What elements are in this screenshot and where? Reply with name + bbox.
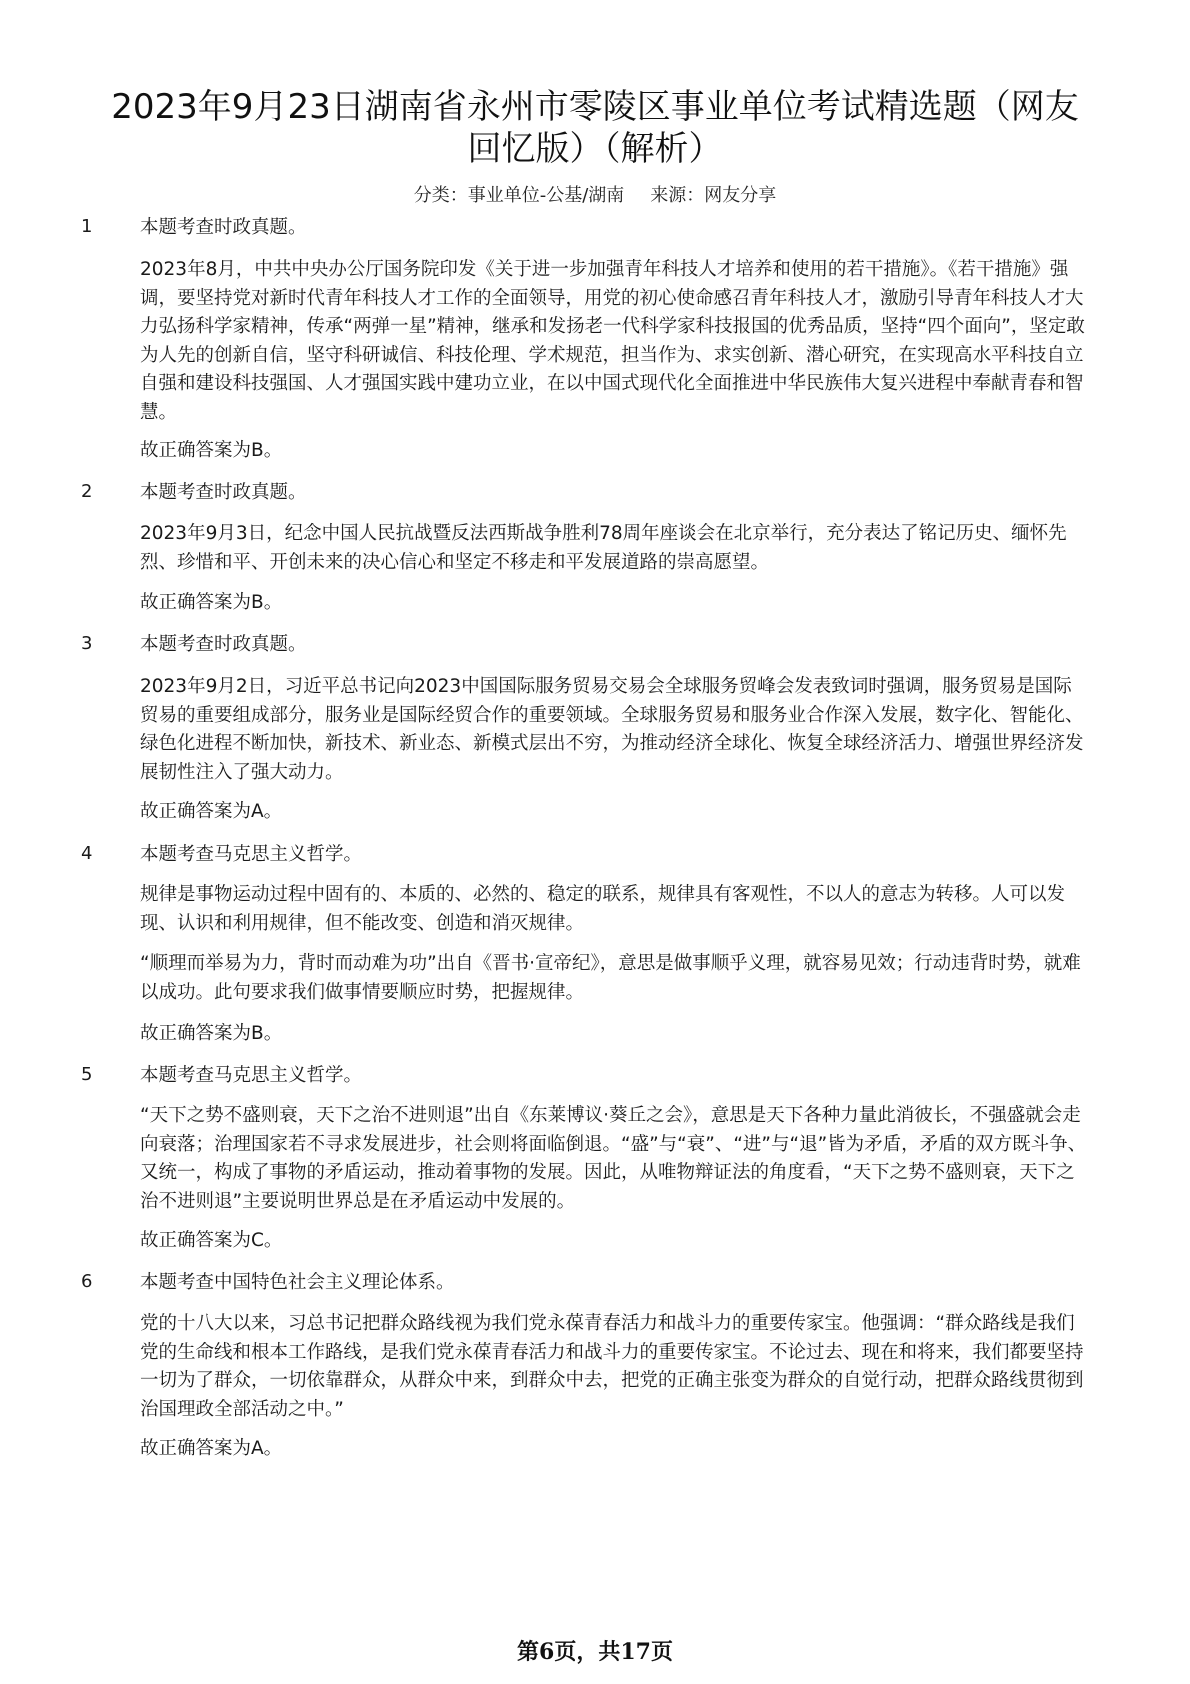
explanation-paragraph: 2023年8月，中共中央办公厅国务院印发《关于进一步加强青年科技人才培养和使用的若干措施》。《若干措施》强调，要坚持党对新时代青年科技人才工作的全面领导，用党的初心使命感召青年科技人才，激励引导青年科技人才大力弘扬科学家精神，传承“两弹一星”精神，继承和发扬老一代科学家科技报国的优秀品质，坚持“四个面向”，坚定敢为人先的创新自信，坚守科研诚信、科技伦理、学术规范，担当作为、求实创新、潜心研究，在实现高水平科技自立自强和建设科技强国、人才强国实践中建功立业，在以中国式现代化全面推进中华民族伟大复兴进程中奉献青春和智慧。 bbox=[140, 259, 1085, 423]
explanation-paragraph: “顺理而举易为力，背时而动难为功”出自《晋书·宣帝纪》，意思是做事顺乎义理，就容易见效；行动违背时势，就难以成功。此句要求我们做事情要顺应时势，把握规律。 bbox=[140, 953, 1081, 1003]
question-topic: 本题考查时政真题。 bbox=[140, 634, 307, 655]
title-line-2: 回忆版）（解析） bbox=[467, 129, 723, 169]
page-indicator: 第6页，共17页 bbox=[517, 1639, 673, 1665]
explanation-paragraph: “天下之势不盛则衰，天下之治不进则退”出自《东莱博议·葵丘之会》，意思是天下各种力量此消彼长，不强盛就会走向衰落；治理国家若不寻求发展进步，社会则将面临倒退。“盛”与“衰”、“进”与“退”皆为矛盾，矛盾的双方既斗争、又统一，构成了事物的矛盾运动，推动着事物的发展。因此，从唯物辩证法的角度看，“天下之势不盛则衰，天下之治不进则退”主要说明世界总是在矛盾运动中发展的。 bbox=[140, 1105, 1087, 1212]
source-label: 来源：网友分享 bbox=[650, 185, 777, 206]
title-line-1: 2023年9月23日湖南省永州市零陵区事业单位考试精选题（网友 bbox=[111, 87, 1079, 127]
question-topic: 本题考查时政真题。 bbox=[140, 482, 307, 503]
answer-line: 故正确答案为B。 bbox=[140, 440, 283, 461]
explanation-paragraph: 党的十八大以来，习总书记把群众路线视为我们党永葆青春活力和战斗力的重要传家宝。他强调：“群众路线是我们党的生命线和根本工作路线，是我们党永葆青春活力和战斗力的重要传家宝。不论过去、现在和将来，我们都要坚持一切为了群众，一切依靠群众，从群众中来，到群众中去，把党的正确主张变为群众的自觉行动，把群众路线贯彻到治国理政全部活动之中。” bbox=[140, 1313, 1084, 1420]
document-meta bbox=[0, 184, 1190, 208]
answer-line: 故正确答案为A。 bbox=[140, 801, 283, 822]
explanation-paragraph: 2023年9月3日，纪念中国人民抗战暨反法西斯战争胜利78周年座谈会在北京举行，充分表达了铭记历史、缅怀先烈、珍惜和平、开创未来的决心信心和坚定不移走和平发展道路的崇高愿望。 bbox=[140, 523, 1067, 573]
question-number: 2 bbox=[81, 481, 93, 502]
question-number: 5 bbox=[81, 1064, 93, 1085]
explanation-paragraph: 2023年9月2日，习近平总书记向2023中国国际服务贸易交易会全球服务贸峰会发表致词时强调，服务贸易是国际贸易的重要组成部分，服务业是国际经贸合作的重要领域。全球服务贸易和服务业合作深入发展，数字化、智能化、绿色化进程不断加快，新技术、新业态、新模式层出不穷，为推动经济全球化、恢复全球经济活力、增强世界经济发展韧性注入了强大动力。 bbox=[140, 676, 1084, 783]
answer-line: 故正确答案为B。 bbox=[140, 592, 283, 613]
question-number: 6 bbox=[81, 1271, 93, 1292]
question-number: 4 bbox=[81, 843, 93, 864]
answer-line: 故正确答案为C。 bbox=[140, 1230, 283, 1251]
answer-line: 故正确答案为A。 bbox=[140, 1438, 283, 1459]
question-number: 3 bbox=[81, 633, 93, 654]
question-topic: 本题考查马克思主义哲学。 bbox=[140, 1065, 363, 1086]
question-topic: 本题考查时政真题。 bbox=[140, 217, 307, 238]
category-label: 分类：事业单位-公基/湖南 bbox=[413, 185, 625, 206]
answer-line: 故正确答案为B。 bbox=[140, 1023, 283, 1044]
document-title bbox=[60, 86, 1130, 170]
question-number: 1 bbox=[81, 216, 93, 237]
question-topic: 本题考查中国特色社会主义理论体系。 bbox=[140, 1272, 455, 1293]
explanation-paragraph: 规律是事物运动过程中固有的、本质的、必然的、稳定的联系，规律具有客观性，不以人的意志为转移。人可以发现、认识和利用规律，但不能改变、创造和消灭规律。 bbox=[140, 884, 1066, 934]
question-topic: 本题考查马克思主义哲学。 bbox=[140, 844, 363, 865]
